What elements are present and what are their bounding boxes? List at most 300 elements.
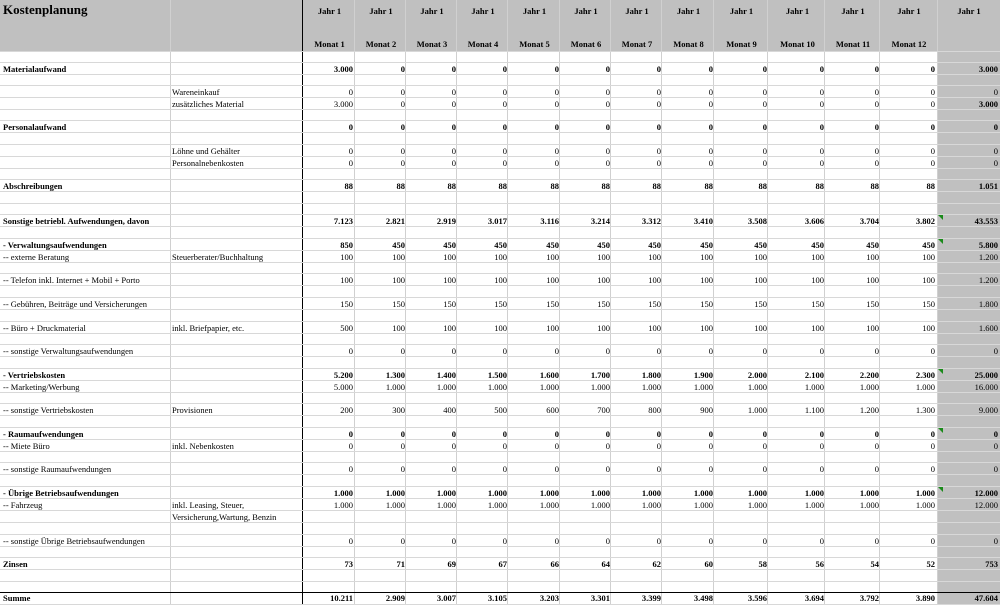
value-cell[interactable]: 0 xyxy=(762,158,767,168)
row-label[interactable]: - Vertriebskosten xyxy=(3,370,66,380)
total-cell[interactable]: 3.000 xyxy=(978,99,998,109)
value-cell[interactable]: 58 xyxy=(758,559,767,569)
total-cell[interactable]: 16.000 xyxy=(974,382,998,392)
value-cell[interactable]: 0 xyxy=(605,536,610,546)
value-cell[interactable]: 0 xyxy=(348,87,353,97)
value-cell[interactable]: 0 xyxy=(762,64,767,74)
row-label[interactable]: - Übrige Betriebsaufwendungen xyxy=(3,488,119,498)
month-header[interactable]: Monat 7 xyxy=(621,39,653,49)
value-cell[interactable]: 0 xyxy=(819,99,824,109)
value-cell[interactable]: 0 xyxy=(348,441,353,451)
total-cell[interactable]: 0 xyxy=(993,346,998,356)
row-note[interactable]: inkl. Leasing, Steuer, xyxy=(172,500,245,510)
value-cell[interactable]: 0 xyxy=(502,122,507,132)
value-cell[interactable]: 100 xyxy=(811,252,824,262)
value-cell[interactable]: 0 xyxy=(554,441,559,451)
value-cell[interactable]: 1.000 xyxy=(693,382,713,392)
value-cell[interactable]: 100 xyxy=(546,323,559,333)
year-header[interactable]: Jahr 1 xyxy=(676,6,701,16)
value-cell[interactable]: 0 xyxy=(930,64,935,74)
value-cell[interactable]: 150 xyxy=(754,299,767,309)
value-cell[interactable]: 0 xyxy=(874,146,879,156)
value-cell[interactable]: 0 xyxy=(451,87,456,97)
value-cell[interactable]: 0 xyxy=(930,122,935,132)
value-cell[interactable]: 3.508 xyxy=(747,216,767,226)
value-cell[interactable]: 0 xyxy=(762,99,767,109)
value-cell[interactable]: 1.700 xyxy=(590,370,610,380)
value-cell[interactable]: 1.000 xyxy=(804,500,824,510)
value-cell[interactable]: 100 xyxy=(494,275,507,285)
value-cell[interactable]: 2.100 xyxy=(804,370,824,380)
value-cell[interactable]: 150 xyxy=(494,299,507,309)
total-cell[interactable]: 5.800 xyxy=(978,240,998,250)
month-header[interactable]: Monat 4 xyxy=(467,39,499,49)
row-label[interactable]: -- Miete Büro xyxy=(3,441,50,451)
value-cell[interactable]: 0 xyxy=(819,146,824,156)
value-cell[interactable]: 0 xyxy=(605,122,610,132)
value-cell[interactable]: 150 xyxy=(392,299,405,309)
total-cell[interactable]: 1.200 xyxy=(978,252,998,262)
value-cell[interactable]: 100 xyxy=(648,252,661,262)
value-cell[interactable]: 0 xyxy=(605,346,610,356)
value-cell[interactable]: 0 xyxy=(656,441,661,451)
comment-indicator-icon[interactable] xyxy=(938,428,943,433)
value-cell[interactable]: 3.704 xyxy=(859,216,879,226)
row-label[interactable]: Abschreibungen xyxy=(3,181,63,191)
value-cell[interactable]: 60 xyxy=(704,559,713,569)
month-header[interactable]: Monat 12 xyxy=(891,39,927,49)
value-cell[interactable]: 88 xyxy=(870,181,879,191)
value-cell[interactable]: 3.694 xyxy=(804,593,824,603)
value-cell[interactable]: 1.000 xyxy=(804,382,824,392)
value-cell[interactable]: 450 xyxy=(922,240,935,250)
value-cell[interactable]: 1.600 xyxy=(539,370,559,380)
value-cell[interactable]: 0 xyxy=(554,99,559,109)
row-note[interactable]: inkl. Nebenkosten xyxy=(172,441,234,451)
value-cell[interactable]: 150 xyxy=(443,299,456,309)
value-cell[interactable]: 0 xyxy=(708,122,713,132)
value-cell[interactable]: 0 xyxy=(656,464,661,474)
value-cell[interactable]: 0 xyxy=(762,441,767,451)
value-cell[interactable]: 3.301 xyxy=(590,593,610,603)
value-cell[interactable]: 100 xyxy=(866,275,879,285)
row-label[interactable]: Zinsen xyxy=(3,559,28,569)
value-cell[interactable]: 1.000 xyxy=(859,500,879,510)
value-cell[interactable]: 0 xyxy=(708,346,713,356)
value-cell[interactable]: 0 xyxy=(554,536,559,546)
value-cell[interactable]: 1.000 xyxy=(385,382,405,392)
value-cell[interactable]: 54 xyxy=(870,559,879,569)
value-cell[interactable]: 1.000 xyxy=(385,500,405,510)
total-cell[interactable]: 1.600 xyxy=(978,323,998,333)
value-cell[interactable]: 0 xyxy=(554,146,559,156)
value-cell[interactable]: 0 xyxy=(874,429,879,439)
value-cell[interactable]: 0 xyxy=(451,429,456,439)
value-cell[interactable]: 1.000 xyxy=(747,382,767,392)
value-cell[interactable]: 3.105 xyxy=(487,593,507,603)
value-cell[interactable]: 1.100 xyxy=(804,405,824,415)
year-header[interactable]: Jahr 1 xyxy=(729,6,754,16)
value-cell[interactable]: 0 xyxy=(930,346,935,356)
value-cell[interactable]: 0 xyxy=(400,146,405,156)
value-cell[interactable]: 0 xyxy=(348,346,353,356)
value-cell[interactable]: 0 xyxy=(451,99,456,109)
year-header[interactable]: Jahr 1 xyxy=(841,6,865,16)
value-cell[interactable]: 3.890 xyxy=(915,593,935,603)
value-cell[interactable]: 100 xyxy=(648,275,661,285)
value-cell[interactable]: 0 xyxy=(762,346,767,356)
value-cell[interactable]: 1.800 xyxy=(641,370,661,380)
value-cell[interactable]: 450 xyxy=(443,240,456,250)
value-cell[interactable]: 0 xyxy=(605,87,610,97)
value-cell[interactable]: 67 xyxy=(498,559,507,569)
value-cell[interactable]: 0 xyxy=(451,122,456,132)
month-header[interactable]: Monat 3 xyxy=(416,39,448,49)
value-cell[interactable]: 71 xyxy=(396,559,405,569)
value-cell[interactable]: 66 xyxy=(550,559,559,569)
value-cell[interactable]: 0 xyxy=(874,99,879,109)
total-cell[interactable]: 12.000 xyxy=(974,500,998,510)
row-label[interactable]: - Raumaufwendungen xyxy=(3,429,84,439)
total-cell[interactable]: 0 xyxy=(993,87,998,97)
value-cell[interactable]: 2.909 xyxy=(385,593,405,603)
value-cell[interactable]: 0 xyxy=(502,346,507,356)
value-cell[interactable]: 500 xyxy=(494,405,507,415)
value-cell[interactable]: 0 xyxy=(819,536,824,546)
value-cell[interactable]: 0 xyxy=(554,64,559,74)
value-cell[interactable]: 0 xyxy=(348,146,353,156)
value-cell[interactable]: 0 xyxy=(400,158,405,168)
row-label[interactable]: -- Telefon inkl. Internet + Mobil + Porto xyxy=(3,275,140,285)
value-cell[interactable]: 0 xyxy=(451,441,456,451)
value-cell[interactable]: 1.000 xyxy=(539,488,559,498)
value-cell[interactable]: 0 xyxy=(762,464,767,474)
value-cell[interactable]: 3.802 xyxy=(915,216,935,226)
value-cell[interactable]: 1.000 xyxy=(487,500,507,510)
comment-indicator-icon[interactable] xyxy=(938,369,943,374)
value-cell[interactable]: 3.410 xyxy=(693,216,713,226)
value-cell[interactable]: 64 xyxy=(601,559,610,569)
value-cell[interactable]: 88 xyxy=(344,181,353,191)
year-header[interactable]: Jahr 1 xyxy=(369,6,393,16)
value-cell[interactable]: 2.200 xyxy=(859,370,879,380)
value-cell[interactable]: 0 xyxy=(819,122,824,132)
value-cell[interactable]: 100 xyxy=(546,252,559,262)
value-cell[interactable]: 1.000 xyxy=(590,382,610,392)
value-cell[interactable]: 100 xyxy=(922,323,935,333)
year-header[interactable]: Jahr 1 xyxy=(785,6,810,16)
value-cell[interactable]: 100 xyxy=(597,323,610,333)
total-cell[interactable]: 3.000 xyxy=(978,64,998,74)
value-cell[interactable]: 0 xyxy=(605,464,610,474)
value-cell[interactable]: 0 xyxy=(930,146,935,156)
value-cell[interactable]: 450 xyxy=(866,240,879,250)
year-header[interactable]: Jahr 1 xyxy=(897,6,921,16)
value-cell[interactable]: 0 xyxy=(451,464,456,474)
value-cell[interactable]: 0 xyxy=(554,158,559,168)
total-cell[interactable]: 0 xyxy=(993,441,998,451)
value-cell[interactable]: 450 xyxy=(392,240,405,250)
total-cell[interactable]: 9.000 xyxy=(978,405,998,415)
value-cell[interactable]: 0 xyxy=(819,346,824,356)
value-cell[interactable]: 1.000 xyxy=(590,500,610,510)
row-label[interactable]: -- sonstige Raumaufwendungen xyxy=(3,464,112,474)
row-label[interactable]: Materialaufwand xyxy=(3,64,67,74)
value-cell[interactable]: 400 xyxy=(443,405,456,415)
value-cell[interactable]: 100 xyxy=(754,323,767,333)
value-cell[interactable]: 1.000 xyxy=(333,500,353,510)
value-cell[interactable]: 0 xyxy=(930,99,935,109)
value-cell[interactable]: 200 xyxy=(340,405,353,415)
value-cell[interactable]: 0 xyxy=(348,536,353,546)
value-cell[interactable]: 88 xyxy=(704,181,713,191)
value-cell[interactable]: 88 xyxy=(601,181,610,191)
total-cell[interactable]: 0 xyxy=(993,122,998,132)
value-cell[interactable]: 1.000 xyxy=(747,500,767,510)
value-cell[interactable]: 1.000 xyxy=(693,488,713,498)
value-cell[interactable]: 1.300 xyxy=(915,405,935,415)
comment-indicator-icon[interactable] xyxy=(938,487,943,492)
comment-indicator-icon[interactable] xyxy=(938,239,943,244)
value-cell[interactable]: 0 xyxy=(656,99,661,109)
value-cell[interactable]: 1.000 xyxy=(487,382,507,392)
month-header[interactable]: Monat 1 xyxy=(314,39,345,49)
value-cell[interactable]: 0 xyxy=(762,429,767,439)
value-cell[interactable]: 700 xyxy=(597,405,610,415)
value-cell[interactable]: 88 xyxy=(815,181,824,191)
value-cell[interactable]: 1.000 xyxy=(590,488,610,498)
value-cell[interactable]: 0 xyxy=(874,441,879,451)
value-cell[interactable]: 0 xyxy=(708,429,713,439)
row-label[interactable]: -- Marketing/Werbung xyxy=(3,382,80,392)
value-cell[interactable]: 0 xyxy=(656,158,661,168)
value-cell[interactable]: 10.211 xyxy=(330,593,353,603)
value-cell[interactable]: 88 xyxy=(926,181,935,191)
row-note[interactable]: Provisionen xyxy=(172,405,213,415)
value-cell[interactable]: 0 xyxy=(819,429,824,439)
value-cell[interactable]: 0 xyxy=(605,441,610,451)
value-cell[interactable]: 150 xyxy=(700,299,713,309)
month-header[interactable]: Monat 5 xyxy=(519,39,550,49)
value-cell[interactable]: 3.116 xyxy=(540,216,559,226)
value-cell[interactable]: 5.000 xyxy=(333,382,353,392)
value-cell[interactable]: 3.606 xyxy=(804,216,824,226)
value-cell[interactable]: 0 xyxy=(400,441,405,451)
value-cell[interactable]: 0 xyxy=(819,87,824,97)
value-cell[interactable]: 0 xyxy=(348,122,353,132)
value-cell[interactable]: 0 xyxy=(451,346,456,356)
value-cell[interactable]: 0 xyxy=(400,536,405,546)
value-cell[interactable]: 0 xyxy=(708,99,713,109)
total-cell[interactable]: 12.000 xyxy=(974,488,998,498)
row-label[interactable]: Sonstige betriebl. Aufwendungen, davon xyxy=(3,216,150,226)
value-cell[interactable]: 0 xyxy=(502,99,507,109)
value-cell[interactable]: 0 xyxy=(930,536,935,546)
value-cell[interactable]: 100 xyxy=(754,252,767,262)
year-header[interactable]: Jahr 1 xyxy=(625,6,649,16)
value-cell[interactable]: 2.821 xyxy=(385,216,405,226)
total-cell[interactable]: 47.604 xyxy=(974,593,998,603)
value-cell[interactable]: 100 xyxy=(494,252,507,262)
value-cell[interactable]: 0 xyxy=(605,146,610,156)
row-label[interactable]: -- Gebühren, Beiträge und Versicherungen xyxy=(3,299,148,309)
value-cell[interactable]: 1.000 xyxy=(641,488,661,498)
value-cell[interactable]: 100 xyxy=(922,252,935,262)
value-cell[interactable]: 3.498 xyxy=(693,593,713,603)
row-label[interactable]: - Verwaltungsaufwendungen xyxy=(3,240,107,250)
value-cell[interactable]: 0 xyxy=(605,158,610,168)
value-cell[interactable]: 0 xyxy=(874,158,879,168)
row-note[interactable]: Wareneinkauf xyxy=(172,87,220,97)
value-cell[interactable]: 100 xyxy=(392,252,405,262)
value-cell[interactable]: 3.007 xyxy=(436,593,456,603)
value-cell[interactable]: 1.000 xyxy=(915,488,935,498)
value-cell[interactable]: 450 xyxy=(494,240,507,250)
value-cell[interactable]: 0 xyxy=(400,122,405,132)
value-cell[interactable]: 1.000 xyxy=(436,500,456,510)
value-cell[interactable]: 1.900 xyxy=(693,370,713,380)
value-cell[interactable]: 3.214 xyxy=(590,216,610,226)
month-header[interactable]: Monat 10 xyxy=(780,39,815,49)
value-cell[interactable]: 0 xyxy=(605,64,610,74)
value-cell[interactable]: 0 xyxy=(554,122,559,132)
value-cell[interactable]: 0 xyxy=(502,158,507,168)
value-cell[interactable]: 1.000 xyxy=(693,500,713,510)
value-cell[interactable]: 0 xyxy=(930,441,935,451)
value-cell[interactable]: 0 xyxy=(554,429,559,439)
value-cell[interactable]: 0 xyxy=(400,99,405,109)
value-cell[interactable]: 88 xyxy=(652,181,661,191)
total-cell[interactable]: 1.800 xyxy=(978,299,998,309)
value-cell[interactable]: 0 xyxy=(874,122,879,132)
value-cell[interactable]: 0 xyxy=(708,464,713,474)
value-cell[interactable]: 0 xyxy=(451,146,456,156)
value-cell[interactable]: 500 xyxy=(340,323,353,333)
value-cell[interactable]: 0 xyxy=(708,441,713,451)
value-cell[interactable]: 5.200 xyxy=(333,370,353,380)
value-cell[interactable]: 0 xyxy=(762,536,767,546)
value-cell[interactable]: 0 xyxy=(554,87,559,97)
value-cell[interactable]: 450 xyxy=(811,240,824,250)
row-label[interactable]: -- sonstige Vertriebskosten xyxy=(3,405,94,415)
value-cell[interactable]: 150 xyxy=(866,299,879,309)
value-cell[interactable]: 0 xyxy=(400,87,405,97)
value-cell[interactable]: 1.000 xyxy=(385,488,405,498)
value-cell[interactable]: 73 xyxy=(344,559,353,569)
value-cell[interactable]: 0 xyxy=(502,536,507,546)
value-cell[interactable]: 0 xyxy=(400,346,405,356)
value-cell[interactable]: 0 xyxy=(708,64,713,74)
value-cell[interactable]: 900 xyxy=(700,405,713,415)
total-cell[interactable]: 0 xyxy=(993,429,998,439)
value-cell[interactable]: 1.000 xyxy=(333,488,353,498)
year-header[interactable]: Jahr 1 xyxy=(574,6,598,16)
row-label[interactable]: -- sonstige Übrige Betriebsaufwendungen xyxy=(3,536,145,546)
value-cell[interactable]: 800 xyxy=(648,405,661,415)
value-cell[interactable]: 0 xyxy=(656,87,661,97)
value-cell[interactable]: 100 xyxy=(866,323,879,333)
value-cell[interactable]: 0 xyxy=(656,122,661,132)
value-cell[interactable]: 0 xyxy=(874,64,879,74)
value-cell[interactable]: 2.919 xyxy=(436,216,456,226)
value-cell[interactable]: 88 xyxy=(550,181,559,191)
row-note[interactable]: inkl. Briefpapier, etc. xyxy=(172,323,245,333)
value-cell[interactable]: 0 xyxy=(708,536,713,546)
total-cell[interactable]: 0 xyxy=(993,536,998,546)
year-header[interactable]: Jahr 1 xyxy=(471,6,495,16)
value-cell[interactable]: 100 xyxy=(922,275,935,285)
value-cell[interactable]: 1.000 xyxy=(641,382,661,392)
value-cell[interactable]: 0 xyxy=(502,146,507,156)
value-cell[interactable]: 100 xyxy=(597,252,610,262)
month-header[interactable]: Monat 11 xyxy=(835,39,871,49)
value-cell[interactable]: 0 xyxy=(656,64,661,74)
row-label[interactable]: -- Fahrzeug xyxy=(3,500,43,510)
value-cell[interactable]: 0 xyxy=(348,158,353,168)
total-cell[interactable]: 1.200 xyxy=(978,275,998,285)
value-cell[interactable]: 3.596 xyxy=(747,593,767,603)
value-cell[interactable]: 0 xyxy=(708,146,713,156)
value-cell[interactable]: 3.792 xyxy=(859,593,879,603)
value-cell[interactable]: 450 xyxy=(700,240,713,250)
value-cell[interactable]: 0 xyxy=(400,464,405,474)
value-cell[interactable]: 0 xyxy=(656,429,661,439)
value-cell[interactable]: 100 xyxy=(754,275,767,285)
value-cell[interactable]: 2.000 xyxy=(747,370,767,380)
comment-indicator-icon[interactable] xyxy=(938,215,943,220)
value-cell[interactable]: 1.000 xyxy=(859,382,879,392)
value-cell[interactable]: 0 xyxy=(874,346,879,356)
total-cell[interactable]: 0 xyxy=(993,146,998,156)
value-cell[interactable]: 1.000 xyxy=(539,382,559,392)
year-header[interactable]: Jahr 1 xyxy=(522,6,547,16)
value-cell[interactable]: 100 xyxy=(700,252,713,262)
value-cell[interactable]: 150 xyxy=(811,299,824,309)
value-cell[interactable]: 2.300 xyxy=(915,370,935,380)
value-cell[interactable]: 100 xyxy=(546,275,559,285)
row-label[interactable]: -- sonstige Verwaltungsaufwendungen xyxy=(3,346,134,356)
value-cell[interactable]: 0 xyxy=(930,464,935,474)
value-cell[interactable]: 69 xyxy=(447,559,456,569)
value-cell[interactable]: 450 xyxy=(597,240,610,250)
value-cell[interactable]: 1.000 xyxy=(915,500,935,510)
value-cell[interactable]: 0 xyxy=(708,158,713,168)
value-cell[interactable]: 88 xyxy=(396,181,405,191)
value-cell[interactable]: 150 xyxy=(546,299,559,309)
row-note[interactable]: Steuerberater/Buchhaltung xyxy=(172,252,264,262)
value-cell[interactable]: 1.000 xyxy=(487,488,507,498)
value-cell[interactable]: 0 xyxy=(605,99,610,109)
value-cell[interactable]: 0 xyxy=(348,429,353,439)
value-cell[interactable]: 1.400 xyxy=(436,370,456,380)
value-cell[interactable]: 100 xyxy=(494,323,507,333)
value-cell[interactable]: 0 xyxy=(348,464,353,474)
value-cell[interactable]: 3.017 xyxy=(487,216,507,226)
value-cell[interactable]: 1.000 xyxy=(436,488,456,498)
row-label[interactable]: Personalaufwand xyxy=(3,122,67,132)
value-cell[interactable]: 1.000 xyxy=(436,382,456,392)
value-cell[interactable]: 100 xyxy=(340,252,353,262)
total-cell[interactable]: 0 xyxy=(993,158,998,168)
value-cell[interactable]: 1.300 xyxy=(385,370,405,380)
year-header[interactable]: Jahr 1 xyxy=(420,6,444,16)
value-cell[interactable]: 0 xyxy=(554,346,559,356)
value-cell[interactable]: 0 xyxy=(451,64,456,74)
total-cell[interactable]: 1.051 xyxy=(978,181,998,191)
value-cell[interactable]: 100 xyxy=(700,323,713,333)
value-cell[interactable]: 1.000 xyxy=(915,382,935,392)
value-cell[interactable]: 0 xyxy=(819,441,824,451)
